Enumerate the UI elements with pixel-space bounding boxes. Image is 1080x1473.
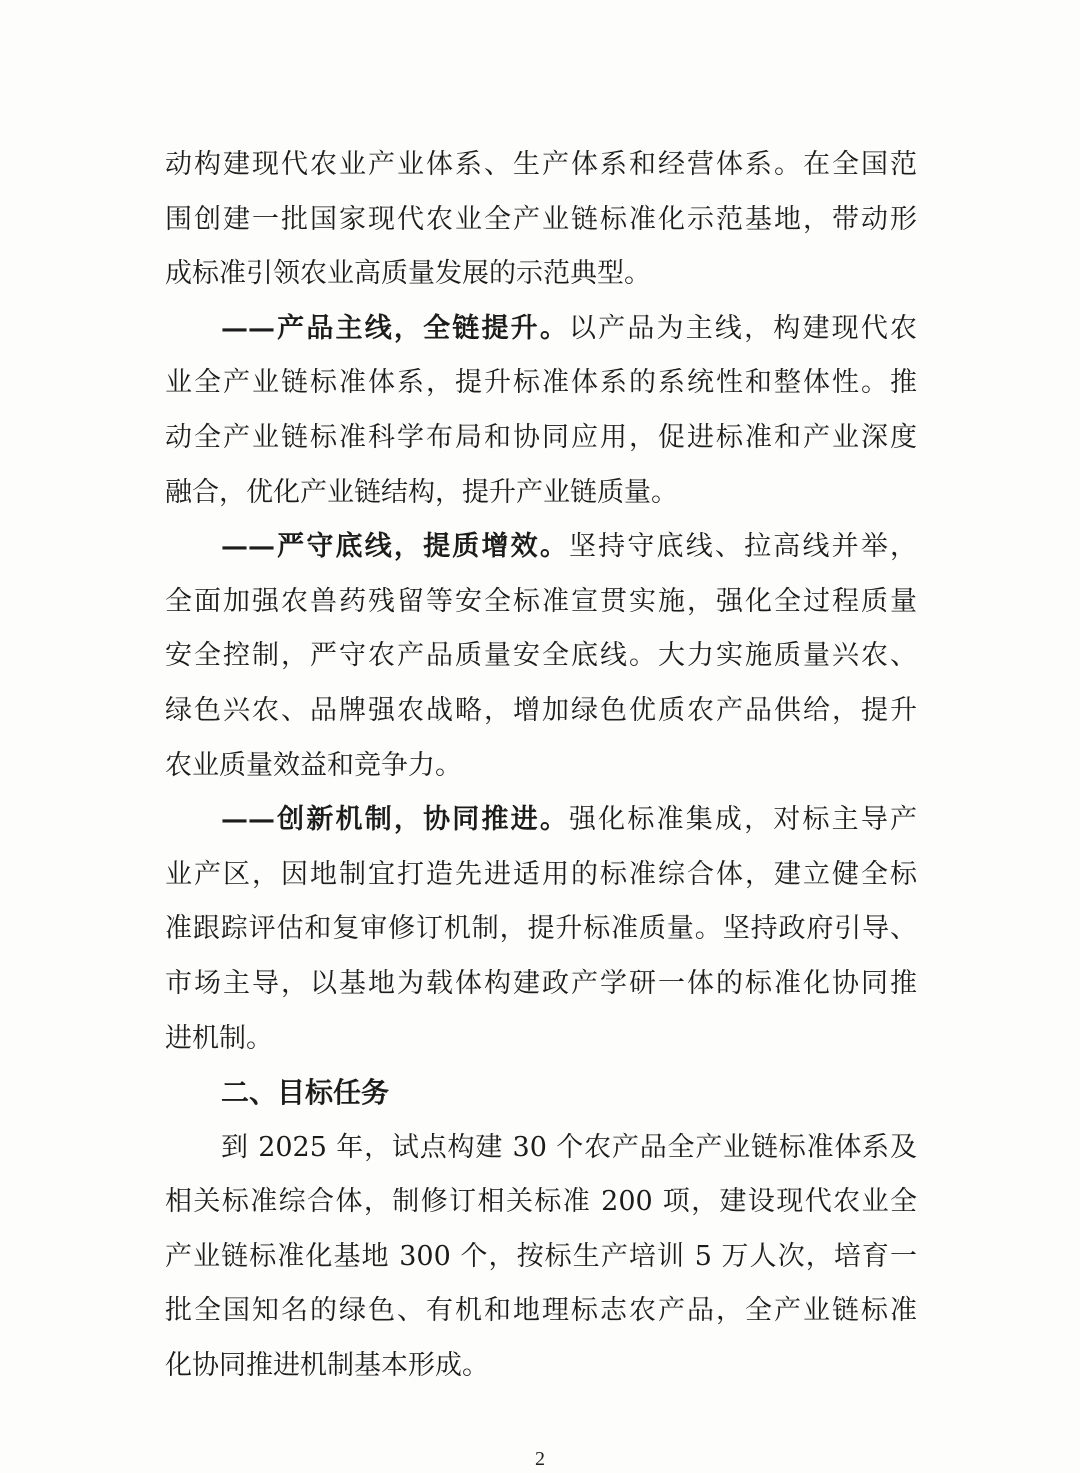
- paragraph-line: 围创建一批国家现代农业全产业链标准化示范基地，带动形: [165, 203, 917, 235]
- paragraph-line: 成标准引领农业高质量发展的示范典型。: [165, 258, 651, 290]
- paragraph-first-line: 到 2025 年，试点构建 30 个农产品全产业链标准体系及: [221, 1131, 917, 1163]
- paragraph-first-line: [165, 302, 917, 357]
- bold-lead: ——严守底线，提质增效。: [221, 531, 569, 563]
- bold-lead: ——产品主线，全链提升。: [221, 312, 569, 344]
- page-number: 2: [535, 1448, 545, 1470]
- bold-lead: ——创新机制，协同推进。: [221, 804, 569, 836]
- paragraph-line: 绿色兴农、品牌强农战略，增加绿色优质农产品供给，提升: [165, 694, 917, 726]
- lead-rest: 坚持守底线、拉高线并举，: [569, 531, 917, 563]
- paragraph-line: 批全国知名的绿色、有机和地理标志农产品，全产业链标准: [165, 1295, 917, 1327]
- body-text: [165, 138, 917, 1394]
- paragraph-line: 动全产业链标准科学布局和协同应用，促进标准和产业深度: [165, 421, 917, 453]
- lead-rest: 以产品为主线，构建现代农: [569, 312, 917, 344]
- paragraph-line: 全面加强农兽药残留等安全标准宣贯实施，强化全过程质量: [165, 585, 917, 617]
- paragraph-first-line: [165, 793, 917, 848]
- paragraph-line: 进机制。: [165, 1022, 273, 1054]
- paragraph-line: 业产区，因地制宜打造先进适用的标准综合体，建立健全标: [165, 858, 917, 890]
- paragraph-line: 准跟踪评估和复审修订机制，提升标准质量。坚持政府引导、: [165, 913, 917, 945]
- section-heading: 二、目标任务: [221, 1076, 390, 1110]
- paragraph-first-line: [165, 520, 917, 575]
- lead-rest: 强化标准集成，对标主导产: [569, 804, 917, 836]
- paragraph-line: 相关标准综合体，制修订相关标准 200 项，建设现代农业全: [165, 1186, 917, 1218]
- paragraph-line: 市场主导，以基地为载体构建政产学研一体的标准化协同推: [165, 967, 917, 999]
- paragraph-line: 农业质量效益和竞争力。: [165, 749, 462, 781]
- paragraph-line: 融合，优化产业链结构，提升产业链质量。: [165, 476, 678, 508]
- paragraph-line: 动构建现代农业产业体系、生产体系和经营体系。在全国范: [165, 149, 917, 180]
- paragraph-line: 化协同推进机制基本形成。: [165, 1350, 489, 1382]
- paragraph-line: 产业链标准化基地 300 个，按标生产培训 5 万人次，培育一: [165, 1240, 917, 1272]
- paragraph-line: 安全控制，严守农产品质量安全底线。大力实施质量兴农、: [165, 640, 917, 672]
- paragraph-line: 业全产业链标准体系，提升标准体系的系统性和整体性。推: [165, 367, 917, 399]
